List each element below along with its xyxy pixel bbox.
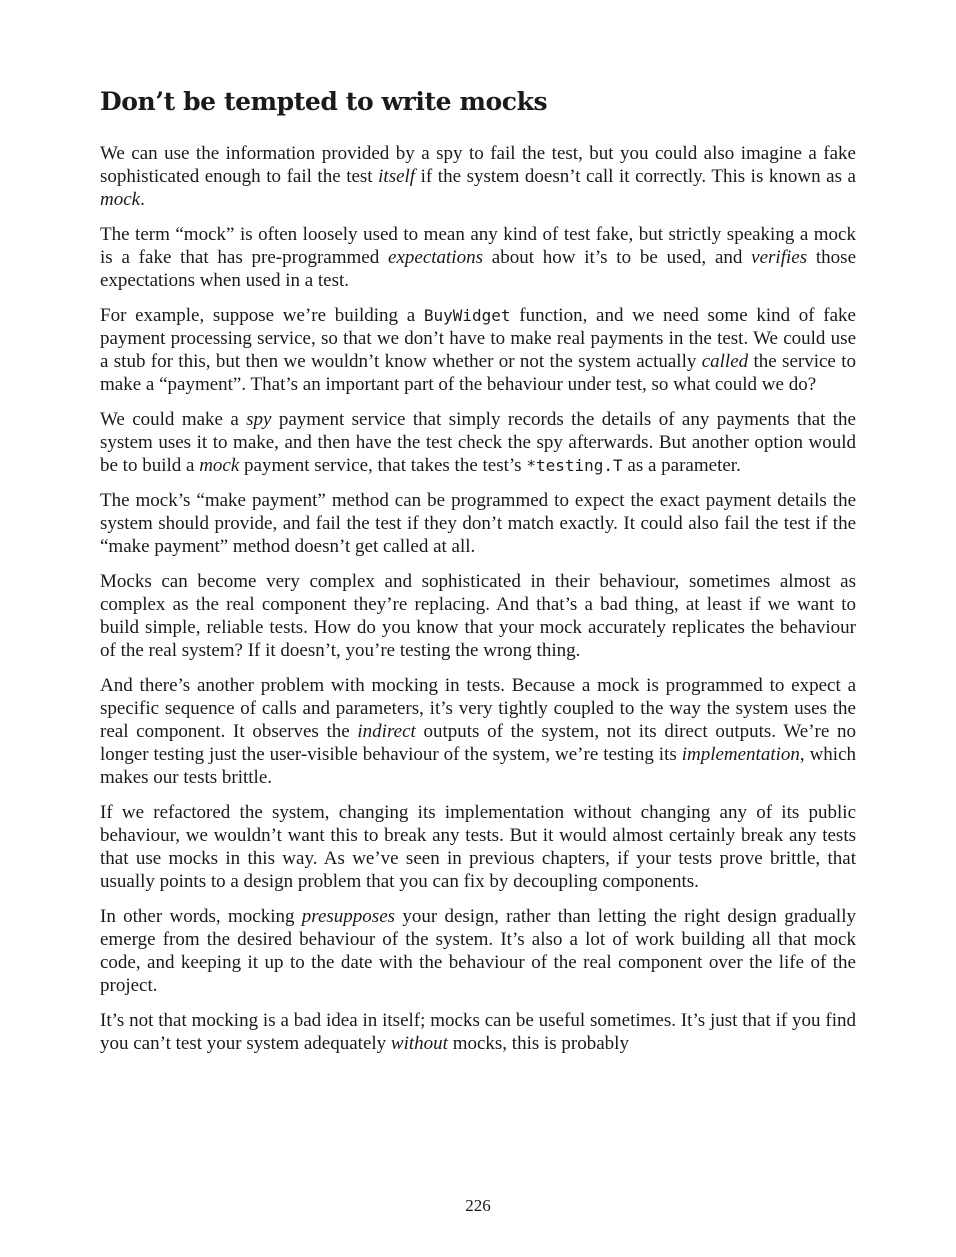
emphasis-text: expectations <box>388 247 483 268</box>
page-body <box>100 84 856 1067</box>
paragraph <box>100 801 856 893</box>
text-segment: function, and we need some kind of fake payment processing service, so that we don’t have to make real payments in the test. We could use a stub for this, but then we wouldn’t know whether or not the system actually <box>100 305 856 372</box>
emphasis-text: presupposes <box>301 906 396 927</box>
text-segment: , which makes our tests brittle. <box>100 744 857 788</box>
emphasis-text: mock <box>100 189 141 210</box>
text-segment: We can use the information provided by a spy to fail the test, but you could also imagine a fake sophisticated enough to fail the test <box>100 143 856 187</box>
text-segment: . <box>140 189 145 210</box>
emphasis-text: indirect <box>357 721 416 742</box>
emphasis-text: implementation <box>681 744 800 765</box>
text-segment: payment service that simply records the details of any payments that the system uses it to make, and then have the test check the spy afterwards. But another option would be to build a <box>100 409 856 476</box>
text-segment: In other words, mocking <box>100 906 302 927</box>
text-segment: mocks, this is probably <box>447 1033 629 1054</box>
text-segment: For example, suppose we’re building a <box>100 305 424 326</box>
paragraph <box>100 674 856 789</box>
paragraph <box>100 223 856 292</box>
page-number: 226 <box>465 1196 491 1215</box>
text-segment: as a parameter. <box>622 455 741 476</box>
text-segment: It’s not that mocking is a bad idea in itself; mocks can be useful sometimes. It’s just that if you find you can’t test your system adequately <box>100 1010 856 1054</box>
text-segment: if the system doesn’t call it correctly. This is known as a <box>415 166 856 187</box>
text-segment: the service to make a “payment”. That’s an important part of the behaviour under test, so what could we do? <box>100 351 856 395</box>
text-segment: Mocks can become very complex and sophisticated in their behaviour, sometimes almost as complex as the real component they’re replacing. And that’s a bad thing, at least if we want to build simple, reliable tests. How do you know that your mock accurately replicates the behaviour of the real system? If it doesn’t, you’re testing the wrong thing. <box>100 571 856 661</box>
paragraph <box>100 1009 856 1055</box>
text-segment: The term “mock” is often loosely used to mean any kind of test fake, but strictly speaking a mock is a fake that has pre-programmed <box>100 224 856 268</box>
paragraph <box>100 489 856 558</box>
emphasis-text: called <box>701 351 749 372</box>
emphasis-text: itself <box>378 166 416 187</box>
emphasis-text: without <box>390 1033 448 1054</box>
text-segment: your design, rather than letting the right design gradually emerge from the desired behaviour of the system. It’s also a lot of work building all that mock code, and keeping it up to the date with the behaviour of the real component over the life of the project. <box>100 906 856 996</box>
text-segment: payment service, that takes the test’s <box>239 455 527 476</box>
emphasis-text: verifies <box>751 247 808 268</box>
inline-code: *testing.T <box>526 456 623 475</box>
text-segment: The mock’s “make payment” method can be programmed to expect the exact payment details the system should provide, and fail the test if they don’t match exactly. It could also fail the test if the “make payment” method doesn’t get called at all. <box>100 490 856 557</box>
emphasis-text: spy <box>246 409 272 430</box>
inline-code: BuyWidget <box>423 306 511 325</box>
text-segment: We could make a <box>100 409 247 430</box>
text-segment: If we refactored the system, changing its implementation without changing any of its public behaviour, we wouldn’t want this to break any tests. But it would almost certainly break any tests that use mocks in this way. As we’ve seen in previous chapters, if your tests prove brittle, that usually points to a design problem that you can fix by decoupling components. <box>100 802 856 892</box>
paragraph <box>100 408 856 477</box>
paragraph-list <box>100 142 856 1055</box>
text-segment: about how it’s to be used, and <box>482 247 752 268</box>
text-segment: And there’s another problem with mocking in tests. Because a mock is programmed to expect a specific sequence of calls and parameters, it’s very tightly coupled to the way the system uses the real component. It observes the <box>100 675 856 742</box>
paragraph <box>100 570 856 662</box>
paragraph <box>100 905 856 997</box>
paragraph <box>100 304 856 396</box>
emphasis-text: mock <box>199 455 240 476</box>
text-segment: those expectations when used in a test. <box>100 247 857 291</box>
text-segment: outputs of the system, not its direct outputs. We’re no longer testing just the user-visible behaviour of the system, we’re testing its <box>100 721 856 765</box>
section-heading: Don’t be tempted to write mocks <box>100 87 548 116</box>
paragraph <box>100 142 856 211</box>
